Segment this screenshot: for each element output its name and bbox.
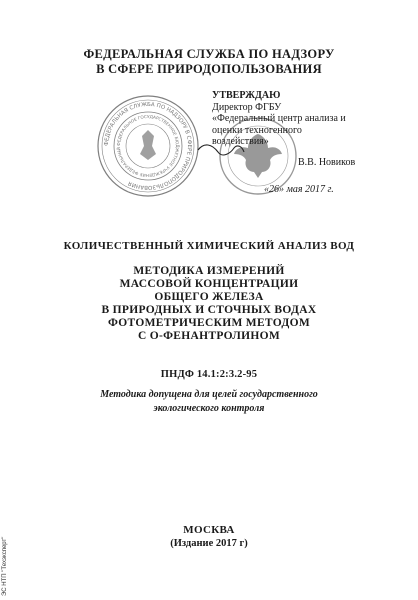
publication-city: МОСКВА — [183, 524, 235, 536]
approver-org-line-3: воздействия» — [212, 136, 269, 147]
signatory-name: В.В. Новиков — [298, 157, 356, 168]
note-line-1: Методика допущена для целей государственного — [100, 389, 318, 400]
note-line-2: экологического контроля — [153, 403, 265, 414]
title-line-2: МАССОВОЙ КОНЦЕНТРАЦИИ — [119, 278, 299, 290]
approver-org-line-1: «Федеральный центр анализа и — [212, 113, 346, 124]
publication-edition: (Издание 2017 г) — [170, 538, 248, 549]
approval-date: «26» мая 2017 г. — [264, 184, 334, 195]
document-subject: КОЛИЧЕСТВЕННЫЙ ХИМИЧЕСКИЙ АНАЛИЗ ВОД — [63, 240, 355, 252]
approve-label: УТВЕРЖДАЮ — [212, 90, 281, 101]
agency-line-2: В СФЕРЕ ПРИРОДОПОЛЬЗОВАНИЯ — [96, 62, 322, 76]
approver-org-line-2: оценки техногенного — [212, 124, 302, 136]
document-title — [0, 265, 418, 343]
title-line-6: С О-ФЕНАНТРОЛИНОМ — [137, 330, 281, 342]
title-line-3: ОБЩЕГО ЖЕЛЕЗА — [154, 291, 264, 303]
agency-line-1: ФЕДЕРАЛЬНАЯ СЛУЖБА ПО НАДЗОРУ — [83, 47, 335, 61]
approval-block — [212, 90, 362, 195]
seal-inner-text: ФЕДЕРАЛЬНОЕ ГОСУДАРСТВЕННОЕ БЮДЖЕТНОЕ УЧРЕЖДЕНИЕ ФЕДЕРАЛЬНЫЙ — [115, 113, 181, 179]
seal-emblem-icon — [140, 130, 156, 160]
approver-position: Директор ФГБУ — [212, 101, 282, 113]
title-line-1: МЕТОДИКА ИЗМЕРЕНИЙ — [133, 265, 285, 277]
seal-outer-text: ФЕДЕРАЛЬНАЯ СЛУЖБА ПО НАДЗОРУ В СФЕРЕ ПРИРОДОПОЛЬЗОВАНИЯ — [103, 101, 193, 191]
title-line-4: В ПРИРОДНЫХ И СТОЧНЫХ ВОДАХ — [101, 304, 317, 316]
title-line-5: ФОТОМЕТРИЧЕСКИМ МЕТОДОМ — [107, 317, 311, 329]
approval-note — [0, 388, 418, 416]
sidebar-watermark: ЭС НТП "Техэксперт" — [2, 536, 8, 596]
document-code: ПНДФ 14.1:2:3.2-95 — [160, 369, 258, 380]
agency-header — [0, 47, 418, 77]
